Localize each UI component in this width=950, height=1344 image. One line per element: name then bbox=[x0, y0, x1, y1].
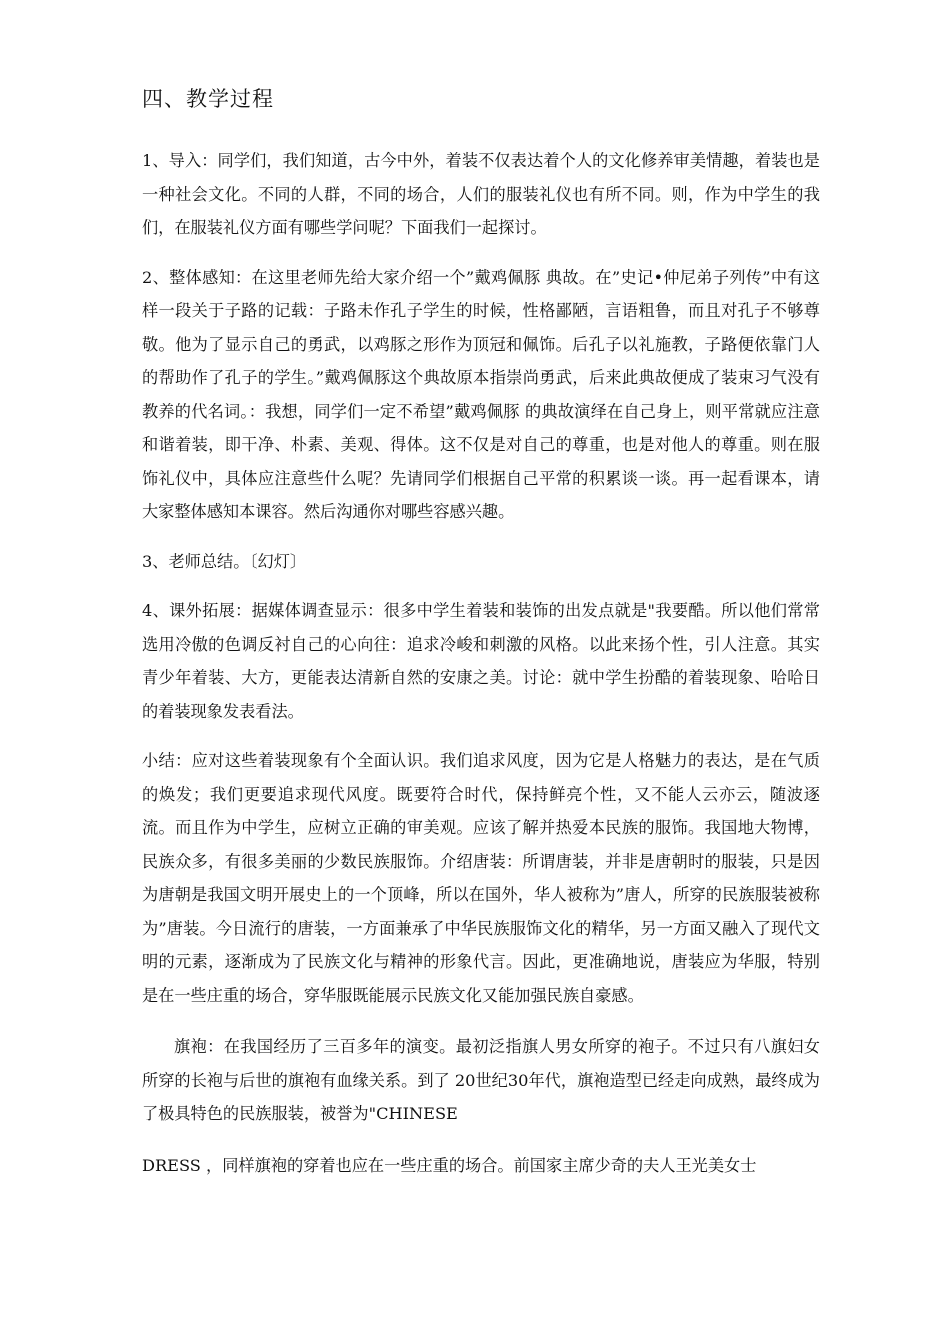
paragraph-overall-perception: 2、整体感知：在这里老师先给大家介绍一个”戴鸡佩豚 典故。在”史记•仲尼弟子列传”中有这样一段关于子路的记载：子路未作孔子学生的时候，性格鄙陋，言语粗鲁，而且对孔子不够尊敬。他为了显示自己的勇武，以鸡豚之形作为顶冠和佩饰。后孔子以礼施教，子路便依靠门人的帮助作了孔子的学生。”戴鸡佩豚这个典故原本指崇尚勇武，后来此典故便成了装束习气没有教养的代名词。：我想，同学们一定不希望”戴鸡佩豚 的典故演绎在自己身上，则平常就应注意和谐着装，即干净、朴素、美观、得体。这不仅是对自己的尊重，也是对他人的尊重。则在服饰礼仪中，具体应注意些什么呢？先请同学们根据自己平常的积累谈一谈。再一起看课本，请大家整体感知本课容。然后沟通你对哪些容感兴趣。 bbox=[142, 267, 820, 521]
document-body bbox=[142, 82, 820, 1198]
paragraph-extension: 4、课外拓展：据媒体调查显示：很多中学生着装和装饰的出发点就是"我要酷。所以他们常常选用冷傲的色调反衬自己的心向往：追求冷峻和刺激的风格。以此来扬个性，引人注意。其实青少年着装、大方，更能表达清新自然的安康之美。讨论：就中学生扮酷的着装现象、哈哈日的着装现象发表看法。 bbox=[142, 601, 820, 721]
paragraph-intro: 1、导入：同学们，我们知道，古今中外，着装不仅表达着个人的文化修养审美情趣，着装也是一种社会文化。不同的人群，不同的场合，人们的服装礼仪也有所不同。则，作为中学生的我们，在服装礼仪方面有哪些学问呢？下面我们一起探讨。 bbox=[142, 151, 820, 237]
paragraph-dress: DRESS ，同样旗袍的穿着也应在一些庄重的场合。前国家主席少奇的夫人王光美女士 bbox=[142, 1155, 757, 1175]
paragraph-qipao: 旗袍：在我国经历了三百多年的演变。最初泛指旗人男女所穿的袍子。不过只有八旗妇女所穿的长袍与后世的旗袍有血缘关系。到了 20世纪30年代，旗袍造型已经走向成熟，最终成为了极具特色的民族服装，被誉为"CHINESE bbox=[142, 1037, 820, 1123]
paragraph-teacher-summary: 3、老师总结。〔幻灯〕 bbox=[142, 551, 307, 571]
section-heading: 四、教学过程 bbox=[142, 87, 274, 111]
paragraph-conclusion: 小结：应对这些着装现象有个全面认识。我们追求风度，因为它是人格魅力的表达，是在气质的焕发；我们更要追求现代风度。既要符合时代，保持鲜亮个性，又不能人云亦云，随波逐流。而且作为中学生，应树立正确的审美观。应该了解并热爱本民族的服饰。我国地大物博，民族众多，有很多美丽的少数民族服饰。介绍唐装：所谓唐装，并非是唐朝时的服装，只是因为唐朝是我国文明开展史上的一个顶峰，所以在国外，华人被称为”唐人，所穿的民族服装被称为”唐装。今日流行的唐装，一方面兼承了中华民族服饰文化的精华，另一方面又融入了现代文明的元素，逐渐成为了民族文化与精神的形象代言。因此，更准确地说，唐装应为华服，特别是在一些庄重的场合，穿华服既能展示民族文化又能加强民族自豪感。 bbox=[142, 751, 820, 1005]
